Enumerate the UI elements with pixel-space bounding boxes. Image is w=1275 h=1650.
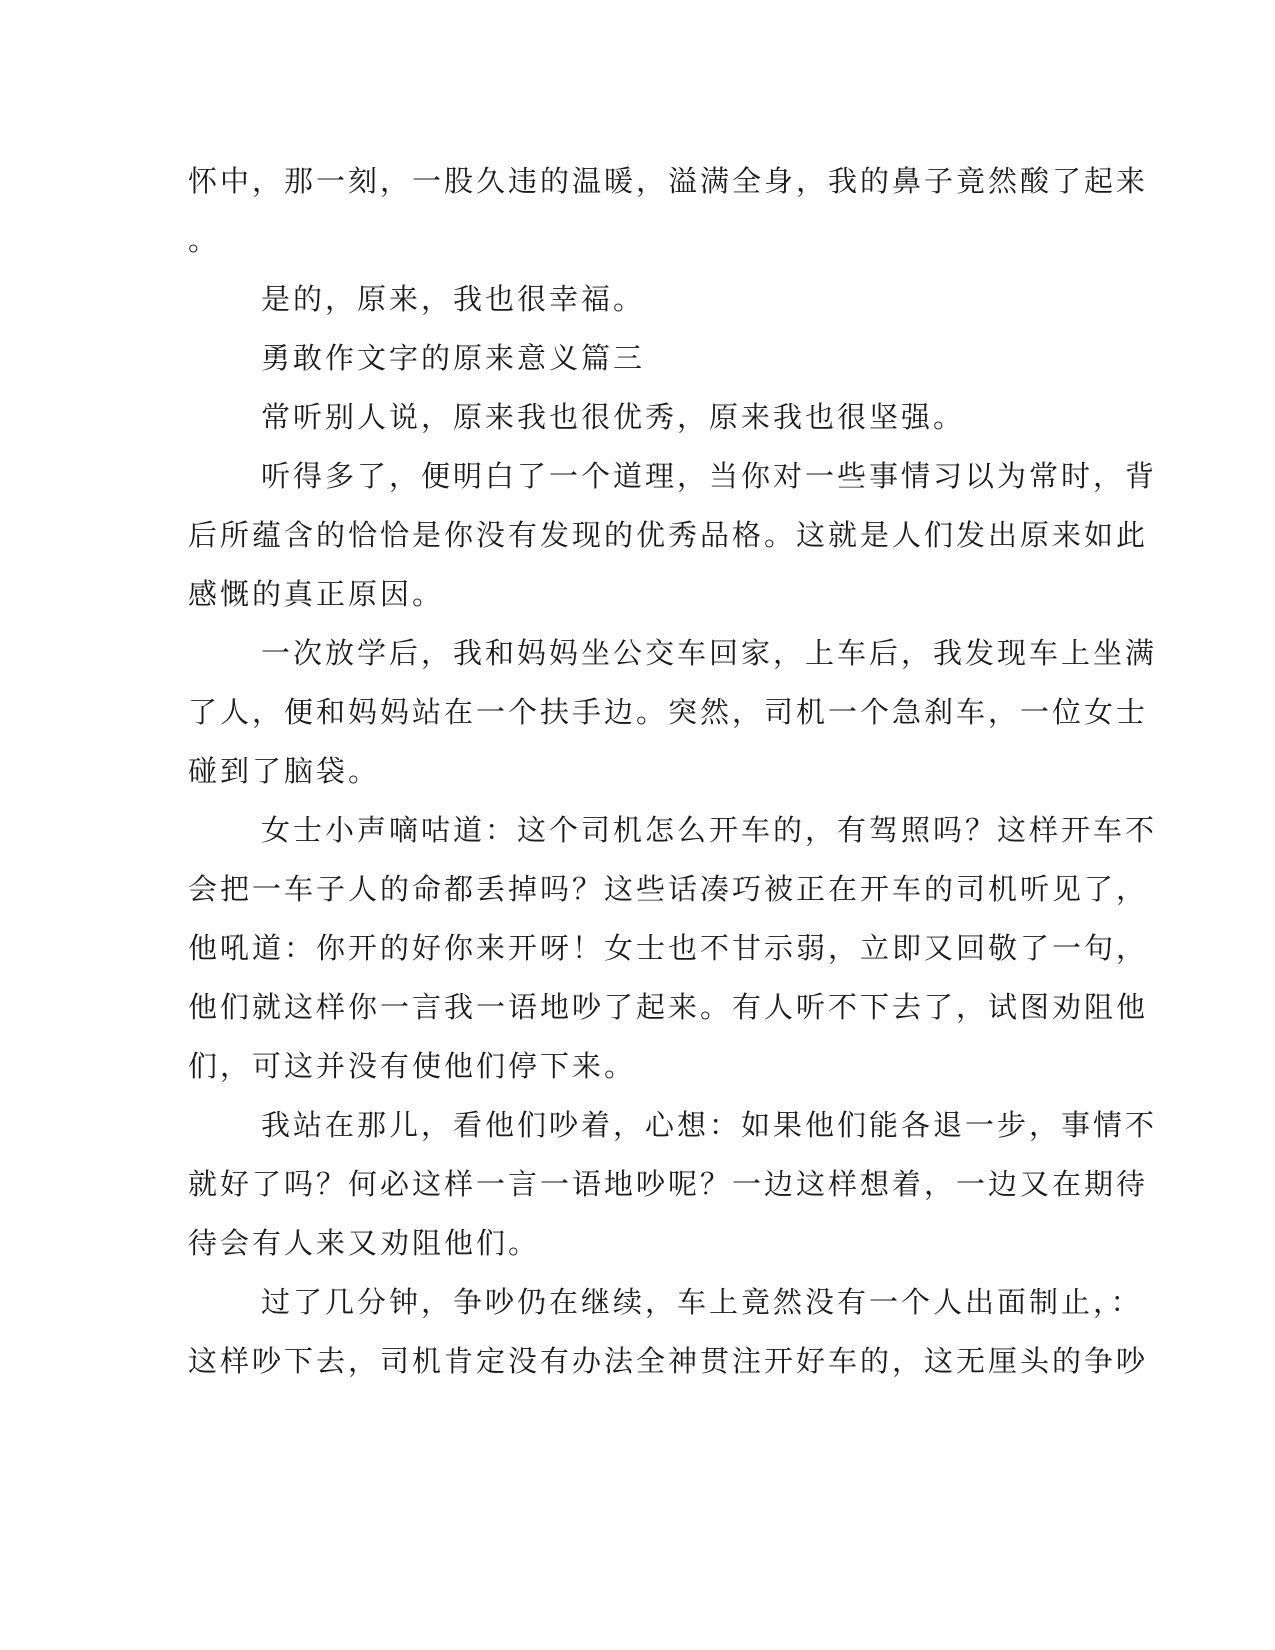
text-line: 听得多了，便明白了一个道理，当你对一些事情习以为常时，背 (261, 459, 1158, 493)
text-line: 我站在那儿，看他们吵着，心想：如果他们能各退一步，事情不 (261, 1108, 1158, 1142)
paragraph (188, 801, 1158, 1096)
text-line: 过了几分钟，争吵仍在继续，车上竟然没有一个人出面制止，： (261, 1285, 1143, 1319)
text-line: 一次放学后，我和妈妈坐公交车回家，上车后，我发现车上坐满 (261, 636, 1158, 670)
text-line: 待会有人来又劝阻他们。 (188, 1226, 541, 1260)
text-line: 碰到了脑袋。 (188, 754, 381, 788)
text-line: 常听别人说，原来我也很优秀，原来我也很坚强。 (261, 400, 966, 434)
paragraph (188, 1096, 1158, 1273)
text-line: 。 (188, 223, 221, 257)
text-line: 他们就这样你一言我一语地吵了起来。有人听不下去了，试图劝阻他 (188, 990, 1149, 1024)
paragraph (188, 447, 1158, 624)
text-line: 了人，便和妈妈站在一个扶手边。突然，司机一个急刹车，一位女士 (188, 695, 1149, 729)
paragraph (188, 152, 1149, 270)
document-body (188, 152, 1158, 1391)
text-line: 怀中，那一刻，一股久违的温暖，溢满全身，我的鼻子竟然酸了起来 (188, 164, 1149, 198)
paragraph (188, 388, 1088, 447)
text-line: 勇敢作文字的原来意义篇三 (261, 341, 646, 375)
text-line: 感慨的真正原因。 (188, 577, 445, 611)
text-line: 他吼道：你开的好你来开呀！女士也不甘示弱，立即又回敬了一句， (188, 931, 1149, 965)
text-line: 后所蕴含的恰恰是你没有发现的优秀品格。这就是人们发出原来如此 (188, 518, 1149, 552)
text-line: 女士小声嘀咕道：这个司机怎么开车的，有驾照吗？这样开车不 (261, 813, 1158, 847)
text-line: 们，可这并没有使他们停下来。 (188, 1049, 637, 1083)
section-heading (188, 329, 1088, 388)
text-line: 会把一车子人的命都丢掉吗？这些话凑巧被正在开车的司机听见了， (188, 872, 1149, 906)
text-line: 这样吵下去，司机肯定没有办法全神贯注开好车的，这无厘头的争吵 (188, 1344, 1149, 1378)
paragraph (188, 624, 1158, 801)
paragraph (188, 1273, 1149, 1391)
text-line: 是的，原来，我也很幸福。 (261, 282, 646, 316)
text-line: 就好了吗？何必这样一言一语地吵呢？一边这样想着，一边又在期待 (188, 1167, 1149, 1201)
paragraph (188, 270, 1088, 329)
